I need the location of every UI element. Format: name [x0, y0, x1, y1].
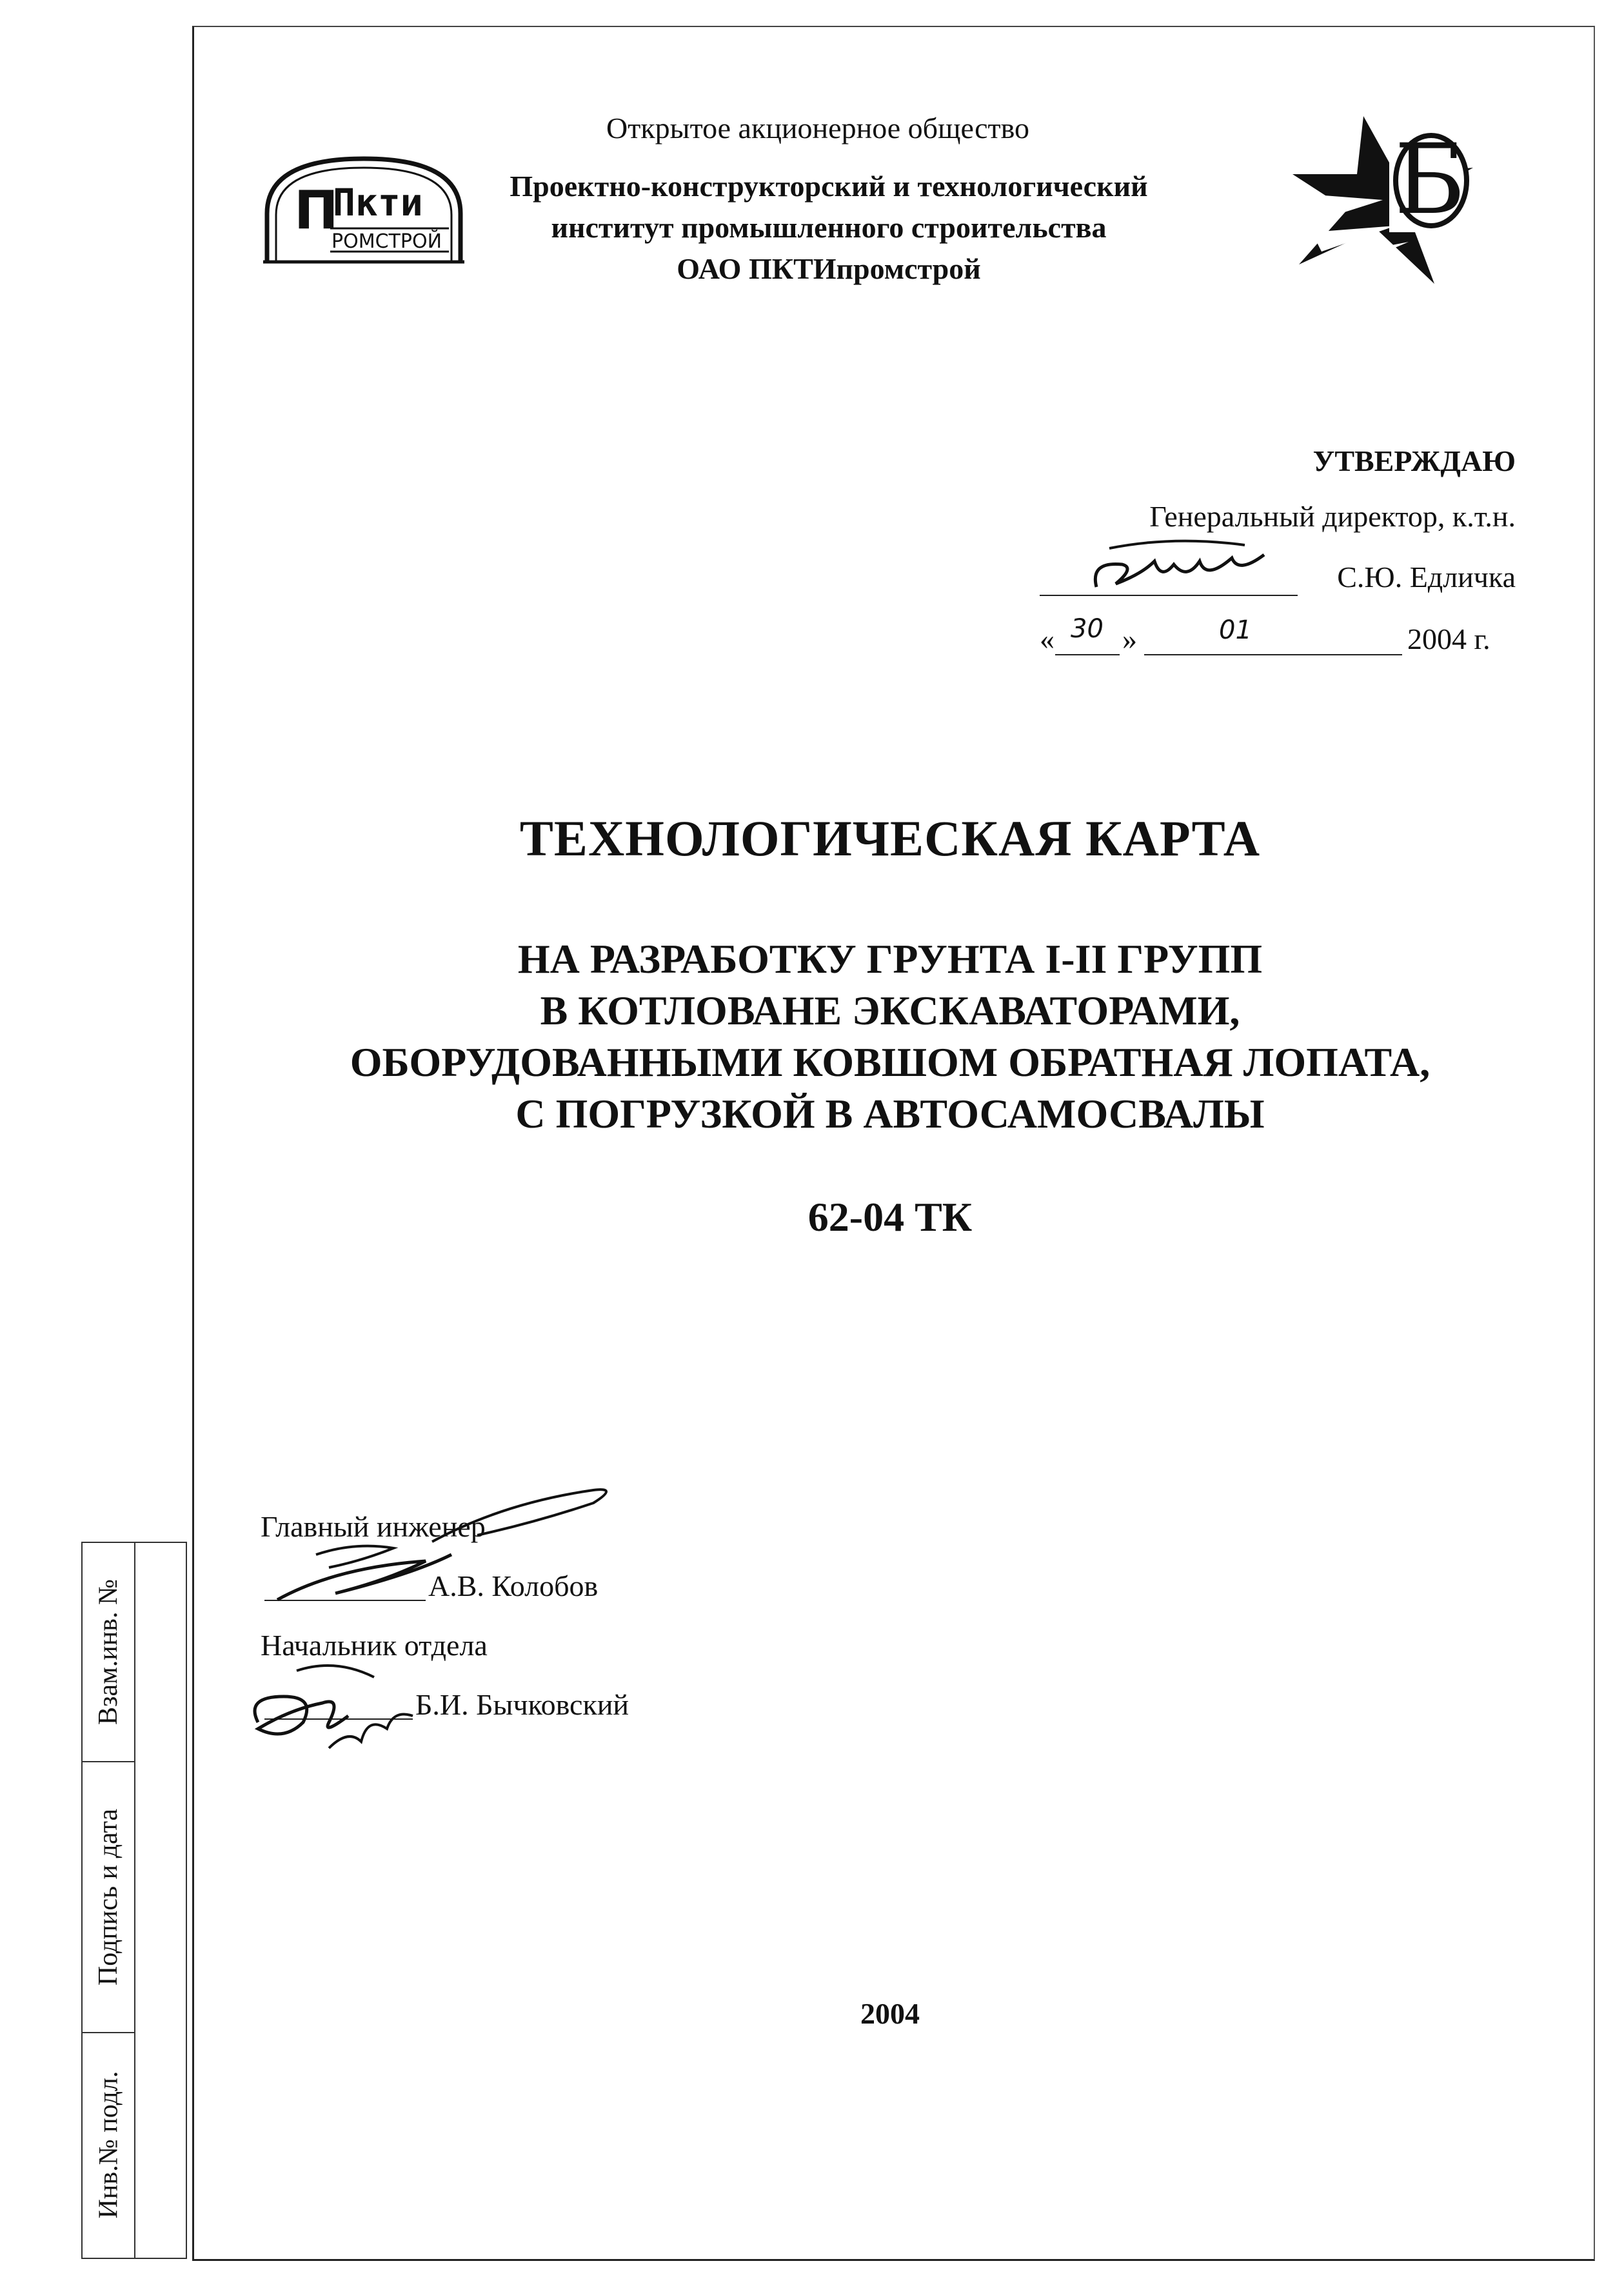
document-title: ТЕХНОЛОГИЧЕСКАЯ КАРТА: [519, 810, 1261, 866]
side-stamp-label-replacement: Взам.инв. №: [94, 1578, 123, 1726]
approval-date-open-quote: «: [1040, 622, 1055, 655]
approval-name: С.Ю. Едличка: [1337, 561, 1516, 593]
subtitle-line-4: С ПОГРУЗКОЙ В АВТОСАМОСВАЛЫ: [515, 1091, 1265, 1137]
approval-date-year: 2004 г.: [1407, 622, 1490, 655]
org-short-name: ОАО ПКТИпромстрой: [677, 252, 981, 285]
document-code: 62-04 ТК: [807, 1194, 973, 1240]
approval-signature: [1084, 535, 1290, 606]
subtitle-line-2: В КОТЛОВАНЕ ЭКСКАВАТОРАМИ,: [540, 988, 1240, 1033]
subtitle-line-1: НА РАЗРАБОТКУ ГРУНТА I-II ГРУПП: [517, 936, 1263, 982]
signature-position-1: Главный инженер: [261, 1510, 486, 1543]
star-logo: [1286, 103, 1480, 290]
side-stamp-blank-column: [134, 1543, 186, 2258]
approval-date-day: 30: [1071, 614, 1104, 644]
signature-name-1: А.В. Колобов: [428, 1569, 599, 1602]
subtitle-line-3: ОБОРУДОВАННЫМИ КОВШОМ ОБРАТНАЯ ЛОПАТА,: [350, 1039, 1431, 1085]
chief-engineer-signature: [258, 1464, 619, 1619]
logo-left-text: Пкти: [333, 181, 423, 224]
approval-month-line: [1144, 654, 1402, 655]
approval-date-close-quote: »: [1122, 622, 1137, 655]
page-frame: [192, 26, 1595, 2261]
side-stamp-cell-replacement: [83, 1543, 134, 1762]
side-stamp-cell-signature: [83, 1762, 134, 2033]
document-year: 2004: [860, 1997, 920, 2030]
side-stamp-table: [81, 1542, 187, 2259]
org-type-line: Открытое акционерное общество: [606, 112, 1029, 144]
signature-position-2: Начальник отдела: [261, 1629, 488, 1662]
approval-position: Генеральный директор, к.т.н.: [1149, 500, 1516, 533]
svg-text:Б: Б: [1394, 124, 1466, 236]
signature-name-2: Б.И. Бычковский: [415, 1688, 629, 1721]
org-name-line1: Проектно-конструкторский и технологический: [510, 170, 1148, 203]
side-stamp-label-inventory: Инв.№ подл.: [94, 2071, 123, 2219]
side-stamp-cell-inventory: [83, 2033, 134, 2256]
approval-title: УТВЕРЖДАЮ: [1312, 444, 1516, 477]
svg-text:РОМСТРОЙ: РОМСТРОЙ: [332, 230, 442, 253]
svg-text:П: П: [294, 180, 339, 241]
department-head-signature: [232, 1626, 439, 1780]
org-name-line2: институт промышленного строительства: [551, 211, 1107, 244]
approval-day-line: [1055, 654, 1120, 655]
side-stamp-label-signature: Подпись и дата: [94, 1808, 123, 1986]
approval-date-month: 01: [1219, 615, 1252, 645]
